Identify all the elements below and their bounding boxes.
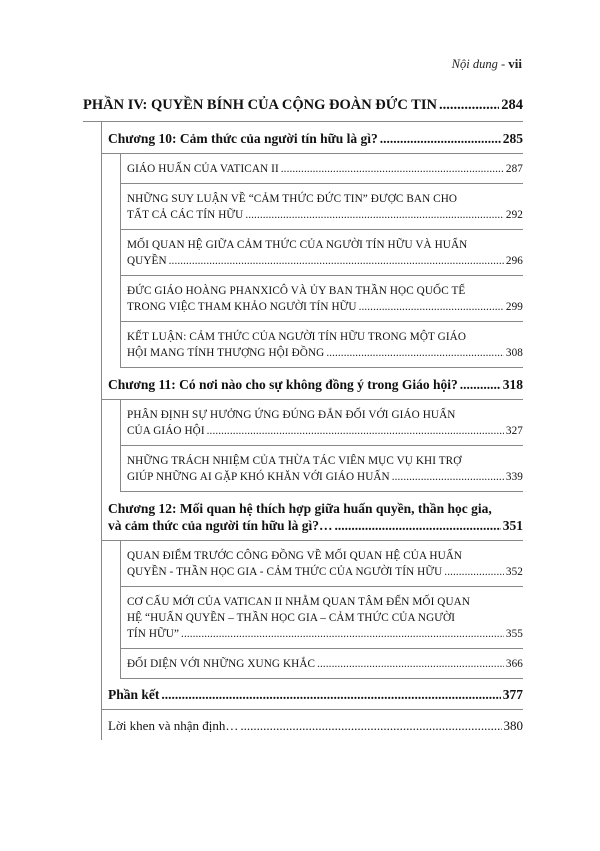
toc-chapter-title-line: và cảm thức của người tín hữu là gì?… bbox=[108, 518, 333, 533]
toc-section-title-line: ĐỐI DIỆN VỚI NHỮNG XUNG KHẮC bbox=[127, 658, 316, 670]
toc-section-title-row bbox=[127, 253, 523, 269]
toc-chapter[interactable] bbox=[102, 492, 523, 541]
toc-section-title-line: MỐI QUAN HỆ GIỮA CẢM THỨC CỦA NGƯỜI TÍN HỮU VÀ HUẤN bbox=[127, 239, 468, 251]
toc-section-title-line: TẤT CẢ CÁC TÍN HỮU bbox=[127, 209, 244, 221]
toc-section-page: 308 bbox=[505, 347, 523, 359]
toc-leader-dots bbox=[335, 517, 501, 534]
toc-leader-dots bbox=[444, 564, 504, 580]
toc-section-title-row bbox=[127, 469, 523, 485]
toc-sections bbox=[120, 154, 523, 368]
toc-section-title-row bbox=[127, 656, 523, 672]
toc-epilogue-page: 377 bbox=[502, 687, 523, 702]
toc-section-title-row bbox=[127, 626, 523, 642]
toc-part-title: PHẦN IV: QUYỀN BÍNH CỦA CỘNG ĐOÀN ĐỨC TIN bbox=[83, 97, 437, 113]
toc-leader-dots bbox=[380, 130, 501, 147]
toc-epilogue[interactable] bbox=[102, 679, 523, 710]
toc-leader-dots bbox=[207, 423, 504, 439]
toc-section-title-line: NHỮNG TRÁCH NHIỆM CỦA THỪA TÁC VIÊN MỤC VỤ KHI TRỢ bbox=[127, 455, 462, 467]
toc-praise[interactable] bbox=[102, 710, 523, 740]
toc-section-title-line: HỆ “HUẤN QUYỀN – THẦN HỌC GIA – CẢM THỨC CỦA NGƯỜI bbox=[127, 612, 456, 624]
toc-section-title-line: PHÂN ĐỊNH SỰ HƯỞNG ỨNG ĐÚNG ĐẮN ĐỐI VỚI GIÁO HUẤN bbox=[127, 409, 456, 421]
toc-section-page: 339 bbox=[505, 471, 523, 483]
toc-section[interactable] bbox=[121, 400, 523, 446]
toc-sections bbox=[120, 400, 523, 492]
toc-section-title-row bbox=[127, 299, 523, 315]
toc-leader-dots bbox=[460, 376, 501, 393]
toc-section-title-row bbox=[127, 345, 523, 361]
toc-section[interactable] bbox=[121, 184, 523, 230]
toc-end-matter bbox=[101, 679, 523, 740]
header-page-number: vii bbox=[508, 56, 522, 71]
toc-chapter[interactable] bbox=[102, 122, 523, 154]
toc-leader-dots bbox=[169, 253, 504, 269]
toc-chapter-page: 318 bbox=[502, 377, 523, 392]
toc-leader-dots bbox=[439, 96, 499, 114]
toc-part[interactable] bbox=[83, 96, 523, 122]
toc-leader-dots bbox=[245, 207, 504, 223]
toc-section-page: 327 bbox=[505, 425, 523, 437]
toc-leader-dots bbox=[281, 161, 504, 177]
toc-epilogue-title: Phần kết bbox=[108, 687, 160, 702]
toc-chapter-title-line: Chương 10: Cảm thức của người tín hữu là gì? bbox=[108, 131, 378, 146]
toc-section-title-line: TRONG VIỆC THAM KHẢO NGƯỜI TÍN HỮU bbox=[127, 301, 357, 313]
toc-section-title-line: CỦA GIÁO HỘI bbox=[127, 425, 205, 437]
toc-section[interactable] bbox=[121, 276, 523, 322]
toc-section-page: 352 bbox=[505, 566, 523, 578]
toc-chapter-title-line: Chương 12: Mối quan hệ thích hợp giữa huấn quyền, thần học gia, bbox=[108, 501, 492, 516]
toc-praise-title: Lời khen và nhận định… bbox=[108, 718, 239, 733]
toc-leader-dots bbox=[161, 687, 500, 703]
toc-leader-dots bbox=[326, 345, 504, 361]
toc-section[interactable] bbox=[121, 154, 523, 184]
toc-part-page: 284 bbox=[501, 97, 523, 113]
toc-section[interactable] bbox=[121, 541, 523, 587]
toc-chapter-page: 351 bbox=[502, 518, 523, 533]
toc-chapters bbox=[101, 122, 523, 679]
toc-leader-dots bbox=[392, 469, 504, 485]
toc-section-title-line: GIÁO HUẤN CỦA VATICAN II bbox=[127, 163, 279, 175]
toc-section-title-line: NHỮNG SUY LUẬN VỀ “CẢM THỨC ĐỨC TIN” ĐƯỢC BAN CHO bbox=[127, 193, 458, 205]
header-separator: - bbox=[497, 57, 509, 71]
toc-section[interactable] bbox=[121, 587, 523, 649]
toc-section-title-line: KẾT LUẬN: CẢM THỨC CỦA NGƯỜI TÍN HỮU TRONG MỘT GIÁO bbox=[127, 331, 467, 343]
toc-section-page: 296 bbox=[505, 255, 523, 267]
toc-section[interactable] bbox=[121, 322, 523, 368]
toc-section[interactable] bbox=[121, 230, 523, 276]
toc-section-title-line: HỘI MANG TÍNH THƯỢNG HỘI ĐỒNG bbox=[127, 347, 325, 359]
page-header bbox=[452, 56, 522, 72]
toc-section-title-line: QUAN ĐIỂM TRƯỚC CÔNG ĐỒNG VỀ MỐI QUAN HỆ CỦA HUẤN bbox=[127, 550, 463, 562]
toc-chapter-title-row bbox=[108, 130, 523, 147]
toc-section[interactable] bbox=[121, 649, 523, 679]
toc-chapter-title-row bbox=[108, 376, 523, 393]
toc-leader-dots bbox=[181, 626, 504, 642]
toc-section-title-line: QUYỀN - THẦN HỌC GIA - CẢM THỨC CỦA NGƯỜI TÍN HỮU bbox=[127, 566, 443, 578]
toc-section-title-line: TÍN HỮU” bbox=[127, 628, 180, 640]
toc-section-title-row bbox=[127, 161, 523, 177]
toc-section-title-line: GIÚP NHỮNG AI GẶP KHÓ KHĂN VỚI GIÁO HUẤN bbox=[127, 471, 390, 483]
toc-section-title-row bbox=[127, 207, 523, 223]
toc-leader-dots bbox=[240, 718, 501, 734]
header-title: Nội dung bbox=[451, 57, 498, 71]
toc-sections bbox=[120, 541, 523, 679]
toc-section-title-row bbox=[127, 423, 523, 439]
toc-chapter-page: 285 bbox=[502, 131, 523, 146]
toc-leader-dots bbox=[359, 299, 504, 315]
toc-section-page: 299 bbox=[505, 301, 523, 313]
toc-section-title-line: ĐỨC GIÁO HOÀNG PHANXICÔ VÀ ỦY BAN THẦN HỌC QUỐC TẾ bbox=[127, 285, 466, 297]
toc-section-page: 355 bbox=[505, 628, 523, 640]
toc-praise-page: 380 bbox=[503, 718, 523, 733]
toc-section-page: 287 bbox=[505, 163, 523, 175]
toc-section-page: 366 bbox=[505, 658, 523, 670]
table-of-contents bbox=[83, 96, 523, 740]
toc-leader-dots bbox=[317, 656, 504, 672]
toc-section[interactable] bbox=[121, 446, 523, 492]
toc-section-title-row bbox=[127, 564, 523, 580]
toc-section-page: 292 bbox=[505, 209, 523, 221]
toc-chapter-title-row bbox=[108, 517, 523, 534]
toc-chapter-title-line: Chương 11: Có nơi nào cho sự không đồng ý trong Giáo hội? bbox=[108, 377, 458, 392]
toc-section-title-line: CƠ CẤU MỚI CỦA VATICAN II NHẰM QUAN TÂM ĐẾN MỐI QUAN bbox=[127, 596, 471, 608]
toc-chapter[interactable] bbox=[102, 368, 523, 400]
toc-section-title-line: QUYỀN bbox=[127, 255, 167, 267]
